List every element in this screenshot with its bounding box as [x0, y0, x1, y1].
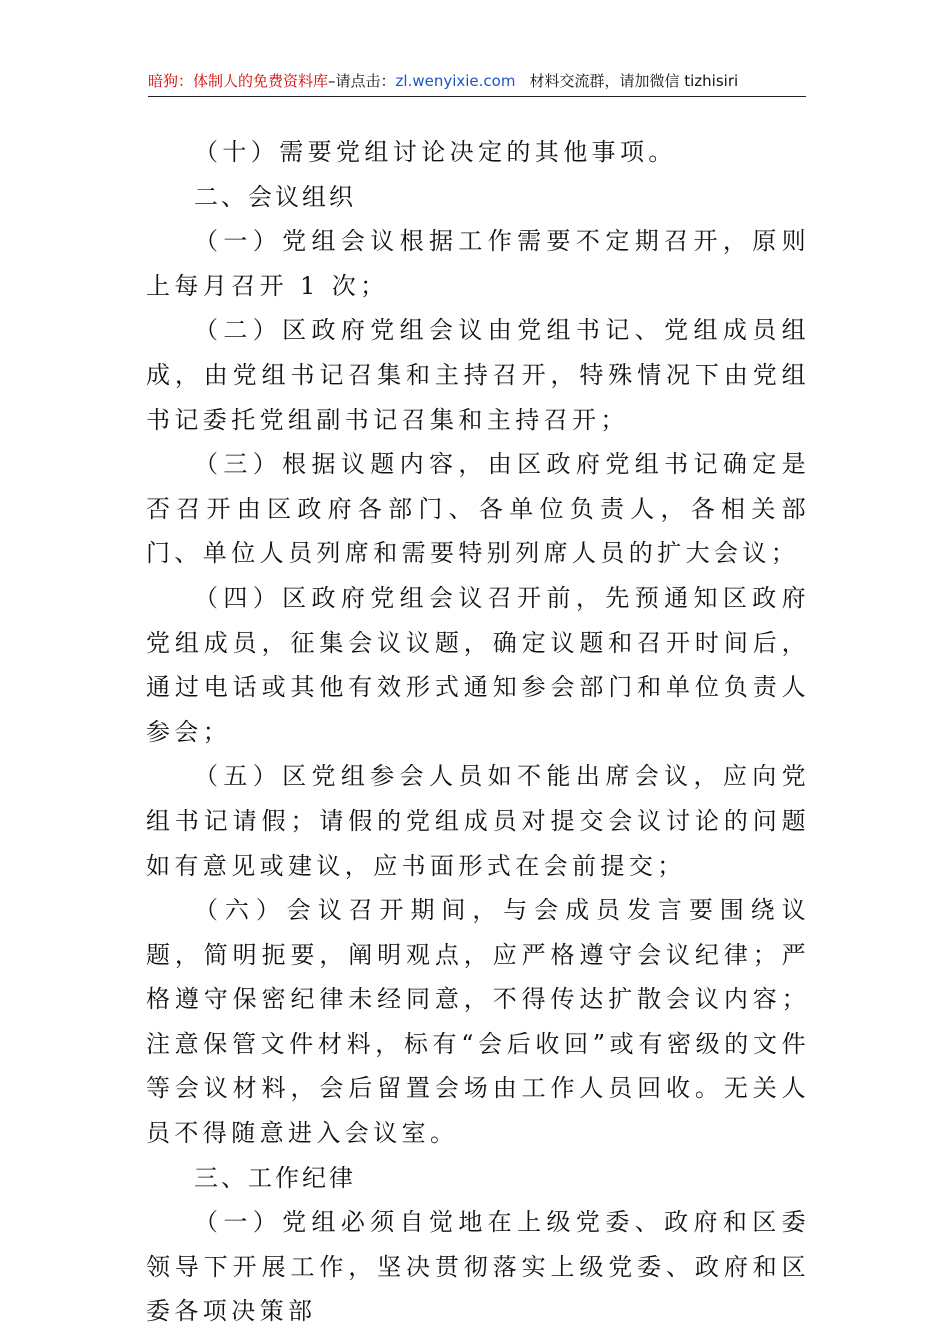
paragraph-item-10: （十）需要党组讨论决定的其他事项。 [194, 138, 677, 166]
paragraph-organization-4: （四）区政府党组会议召开前，先预通知区政府党组成员，征集会议议题，确定议题和召开时间后，通过电话或其他有效形式通知参会部门和单位负责人参会； [146, 583, 810, 746]
page-header [148, 68, 806, 97]
section-heading-work-discipline: 三、工作纪律 [194, 1163, 356, 1192]
paragraph-organization-1: （一）党组会议根据工作需要不定期召开，原则上每月召开 1 次； [146, 227, 810, 300]
document-body [146, 130, 810, 1334]
header-group-text: 材料交流群，请加微信 tizhisiri [529, 72, 739, 90]
paragraph-organization-6: （六）会议召开期间，与会成员发言要围绕议题，简明扼要，阐明观点，应严格遵守会议纪律；严格遵守保密纪律未经同意，不得传达扩散会议内容；注意保管文件材料，标有“会后收回”或有密级的文件等会议材料，会后留置会场由工作人员回收。无关人员不得随意进入会议室。 [146, 896, 810, 1148]
paragraph-discipline-1: （一）党组必须自觉地在上级党委、政府和区委领导下开展工作，坚决贯彻落实上级党委、政府和区委各项决策部 [146, 1208, 810, 1326]
section-heading-meeting-organization: 二、会议组织 [194, 182, 356, 211]
header-click-prompt: –请点击： [328, 72, 396, 90]
paragraph-organization-5: （五）区党组参会人员如不能出席会议，应向党组书记请假；请假的党组成员对提交会议讨论的问题如有意见或建议，应书面形式在会前提交； [146, 762, 810, 880]
paragraph-organization-2: （二）区政府党组会议由党组书记、党组成员组成，由党组书记召集和主持召开，特殊情况下由党组书记委托党组副书记召集和主持召开； [146, 316, 810, 434]
header-url-link[interactable]: zl.wenyixie.com [395, 72, 516, 90]
paragraph-organization-3: （三）根据议题内容，由区政府党组书记确定是否召开由区政府各部门、各单位负责人，各相关部门、单位人员列席和需要特别列席人员的扩大会议； [146, 450, 810, 568]
header-site-name: 暗狗：体制人的免费资料库 [148, 72, 329, 90]
